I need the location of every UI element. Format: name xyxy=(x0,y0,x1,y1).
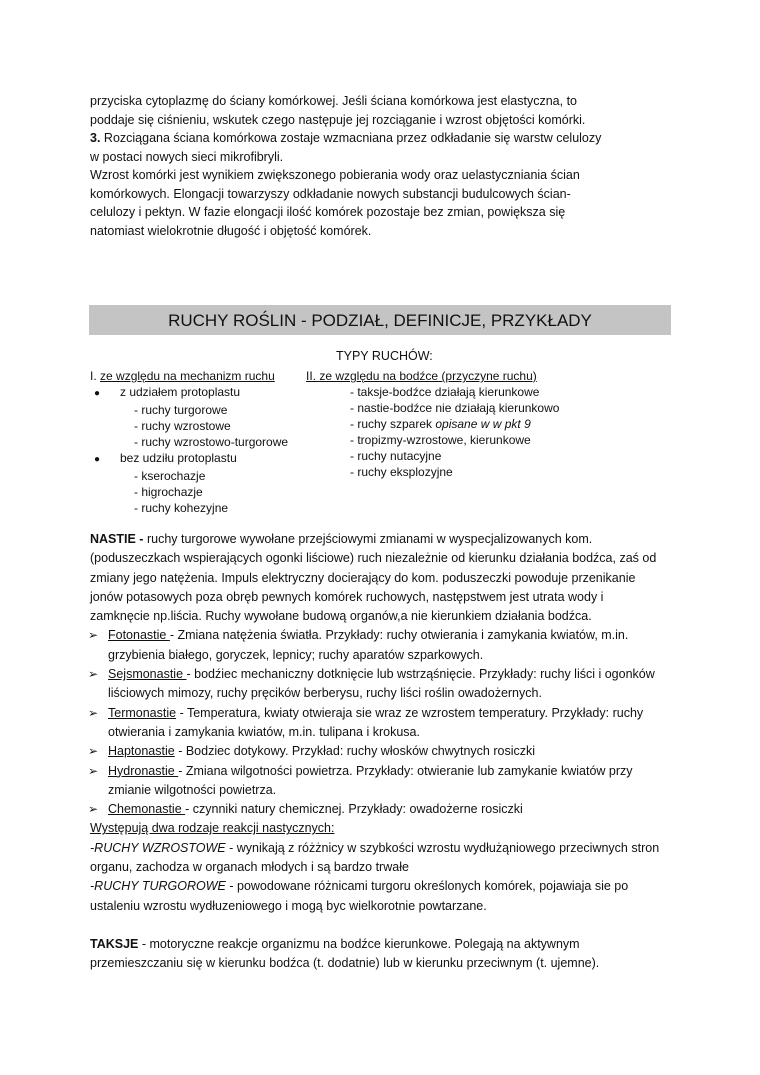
list-item xyxy=(90,384,288,402)
nastie-type-name: Haptonastie xyxy=(108,744,175,759)
text-fragment: - Bodziec dotykowy. Przykład: ruchy włosków chwytnych rosiczki xyxy=(174,744,536,759)
section-title: RUCHY ROŚLIN - PODZIAŁ, DEFINICJE, PRZYKŁADY xyxy=(89,305,671,335)
types-heading: TYPY RUCHÓW: xyxy=(336,349,433,363)
arrow-bullet-icon: ➢ xyxy=(88,705,99,720)
term-label: -RUCHY WZROSTOWE xyxy=(90,840,226,855)
list-item xyxy=(90,800,690,819)
list-item: - ruchy wzrostowe xyxy=(134,419,231,433)
text-fragment: - wynikają z różżnicy w szybkości wzrostu wydłużąniowego przeciwnych stron xyxy=(225,840,660,855)
nastie-type-name: Hydronastie xyxy=(108,763,179,778)
text-fragment: - motoryczne reakcje organizmu na bodźce kierunkowe. Polegają na aktywnym xyxy=(138,936,580,951)
text-line xyxy=(90,877,690,896)
list-item xyxy=(90,742,690,761)
list-item: - taksje-bodźce działają kierunkowe xyxy=(350,385,540,399)
text-line: organu, zachodza w organach młodych i są bardzo trwałe xyxy=(90,860,409,875)
list-item: - higrochazje xyxy=(134,485,203,499)
arrow-bullet-icon: ➢ xyxy=(88,667,99,682)
text-line: celulozy i pektyn. W fazie elongacji ilość komórek pozostaje bez zmian, powiększa się xyxy=(90,205,566,219)
text-line: komórkowych. Elongacji towarzyszy odkładanie nowych substancji budulcowych ścian- xyxy=(90,186,571,201)
arrow-bullet-icon: ➢ xyxy=(88,802,99,817)
list-item: - nastie-bodźce nie działają kierunkowo xyxy=(350,401,560,415)
text-fragment: Rozciągana ściana komórkowa zostaje wzmacniana przez odkładanie się warstw celulozy xyxy=(100,131,602,145)
text-fragment: - ruchy szparek xyxy=(350,417,436,431)
nastie-section xyxy=(90,530,690,974)
list-item: - ruchy turgorowe xyxy=(134,403,228,417)
list-item: - ruchy wzrostowo-turgorowe xyxy=(134,435,289,449)
text-line: zamknęcie np.liścia. Ruchy wywołane budową organów,a nie kierunkiem działania bodźca. xyxy=(90,609,592,624)
term-label: -RUCHY TURGOROWE xyxy=(90,879,226,894)
stimulus-column xyxy=(306,368,559,480)
list-item xyxy=(90,704,690,743)
bullet-icon: ● xyxy=(94,388,101,399)
text-line: otwierania i zamykania kwiatów, m.in. tulipana i krokusa. xyxy=(108,724,420,739)
list-item xyxy=(350,416,559,432)
text-fragment: - Zmiana natężenia światła. Przykłady: ruchy otwierania i zamykania kwiatów, m.in. xyxy=(169,628,629,643)
text-line xyxy=(90,935,690,954)
nastie-type-name: Fotonastie xyxy=(108,628,170,643)
column-heading: II. ze względu na bodźce (przyczyne ruchu) xyxy=(306,369,537,383)
text-line: natomiast wielokrotnie długość i objętość komórek. xyxy=(90,223,372,238)
list-item: - ruchy eksplozyjne xyxy=(350,465,453,479)
text-line: zmianie wilgotności powietrza. xyxy=(108,782,277,797)
arrow-bullet-icon: ➢ xyxy=(88,628,99,643)
text-line: przemieszczaniu się w kierunku bodźca (t. dodatnie) lub w kierunku przeciwnym (t. ujemne). xyxy=(90,956,600,971)
step-number: 3. xyxy=(90,131,101,145)
text-line: ustaleniu wzrostu wydłuzeniowego i mogą byc wielkorotnie powtarzane. xyxy=(90,898,487,913)
text-line: zmiany jego natężenia. Impuls elektryczny docierający do kom. poduszeczki powoduje przenikanie xyxy=(90,570,636,585)
group-label: z udziałem protoplastu xyxy=(120,385,241,399)
arrow-bullet-icon: ➢ xyxy=(88,763,99,778)
list-item xyxy=(90,665,690,704)
list-item xyxy=(90,626,690,665)
list-item: - ruchy kohezyjne xyxy=(134,501,229,515)
list-item: - tropizmy-wzrostowe, kierunkowe xyxy=(350,433,531,447)
spacer xyxy=(90,916,690,935)
text-line: w postaci nowych sieci mikrofibryli. xyxy=(90,149,284,164)
text-fragment: - bodźiec mechaniczny dotknięcie lub wstrząśnięcie. Przykłady: ruchy liści i ogonków xyxy=(186,667,655,682)
reactions-heading: Występują dwa rodzaje reakcji nastycznych: xyxy=(90,821,335,836)
nastie-type-name: Sejsmonastie xyxy=(108,667,187,682)
text-line xyxy=(90,530,690,549)
text-fragment: ruchy turgorowe wywołane przejściowymi zmianami w wyspecjalizowanych kom. xyxy=(143,532,593,546)
list-item: - kserochazje xyxy=(134,469,206,483)
text-fragment: - Zmiana wilgotności powietrza. Przykłady: otwieranie lub zamykanie kwiatów przy xyxy=(178,763,633,778)
text-line: (poduszeczkach wspierających ogonki liściowe) ruch niezależnie od kierunku działania bodźca, zaś od xyxy=(90,551,657,566)
group-label: bez udziłu protoplastu xyxy=(120,451,237,465)
heading-prefix: I. xyxy=(90,369,101,383)
text-line: liściowych mimozy, ruchy pręcików berberysu, ruchy liści roślin owadożernych. xyxy=(108,686,542,701)
arrow-bullet-icon: ➢ xyxy=(88,744,99,759)
term-label: TAKSJE xyxy=(90,936,139,951)
list-item xyxy=(90,762,690,801)
list-item: - ruchy nutacyjne xyxy=(350,449,442,463)
text-line: jonów potasowych poza obręb pewnych komórek ruchowych, następstwem jest utrata wody i xyxy=(90,589,604,604)
text-line xyxy=(90,839,690,858)
column-heading xyxy=(90,368,288,384)
term-label: NASTIE - xyxy=(90,532,144,546)
text-fragment: - powodowane różnicami turgoru określonych komórek, pojawiaja sie po xyxy=(225,879,629,894)
text-line: Wzrost komórki jest wynikiem zwiększonego pobierania wody oraz uelastyczniania ścian xyxy=(90,168,580,182)
list-item xyxy=(90,450,288,468)
text-line xyxy=(90,129,690,148)
intro-paragraph xyxy=(90,92,690,240)
text-fragment: - Temperatura, kwiaty otwieraja sie wraz ze wzrostem temperatury. Przykłady: ruchy xyxy=(176,705,644,720)
mechanism-column xyxy=(90,368,288,516)
heading-text: ze względu na mechanizm ruchu xyxy=(100,369,275,383)
text-line: przyciska cytoplazmę do ściany komórkowej. Jeśli ściana komórkowa jest elastyczna, to xyxy=(90,94,577,108)
nastie-type-name: Chemonastie xyxy=(108,802,186,817)
text-line: poddaje się ciśnieniu, wskutek czego następuje jej rozciąganie i wzrost objętości komórki. xyxy=(90,112,586,127)
nastie-type-name: Termonastie xyxy=(108,705,177,720)
text-fragment: opisane w w pkt 9 xyxy=(435,417,531,431)
text-line: grzybienia białego, goryczek, lepnicy; ruchy aparatów szparkowych. xyxy=(108,647,484,662)
bullet-icon: ● xyxy=(94,454,101,465)
text-fragment: - czynniki natury chemicznej. Przykłady: owadożerne rosiczki xyxy=(185,802,523,817)
